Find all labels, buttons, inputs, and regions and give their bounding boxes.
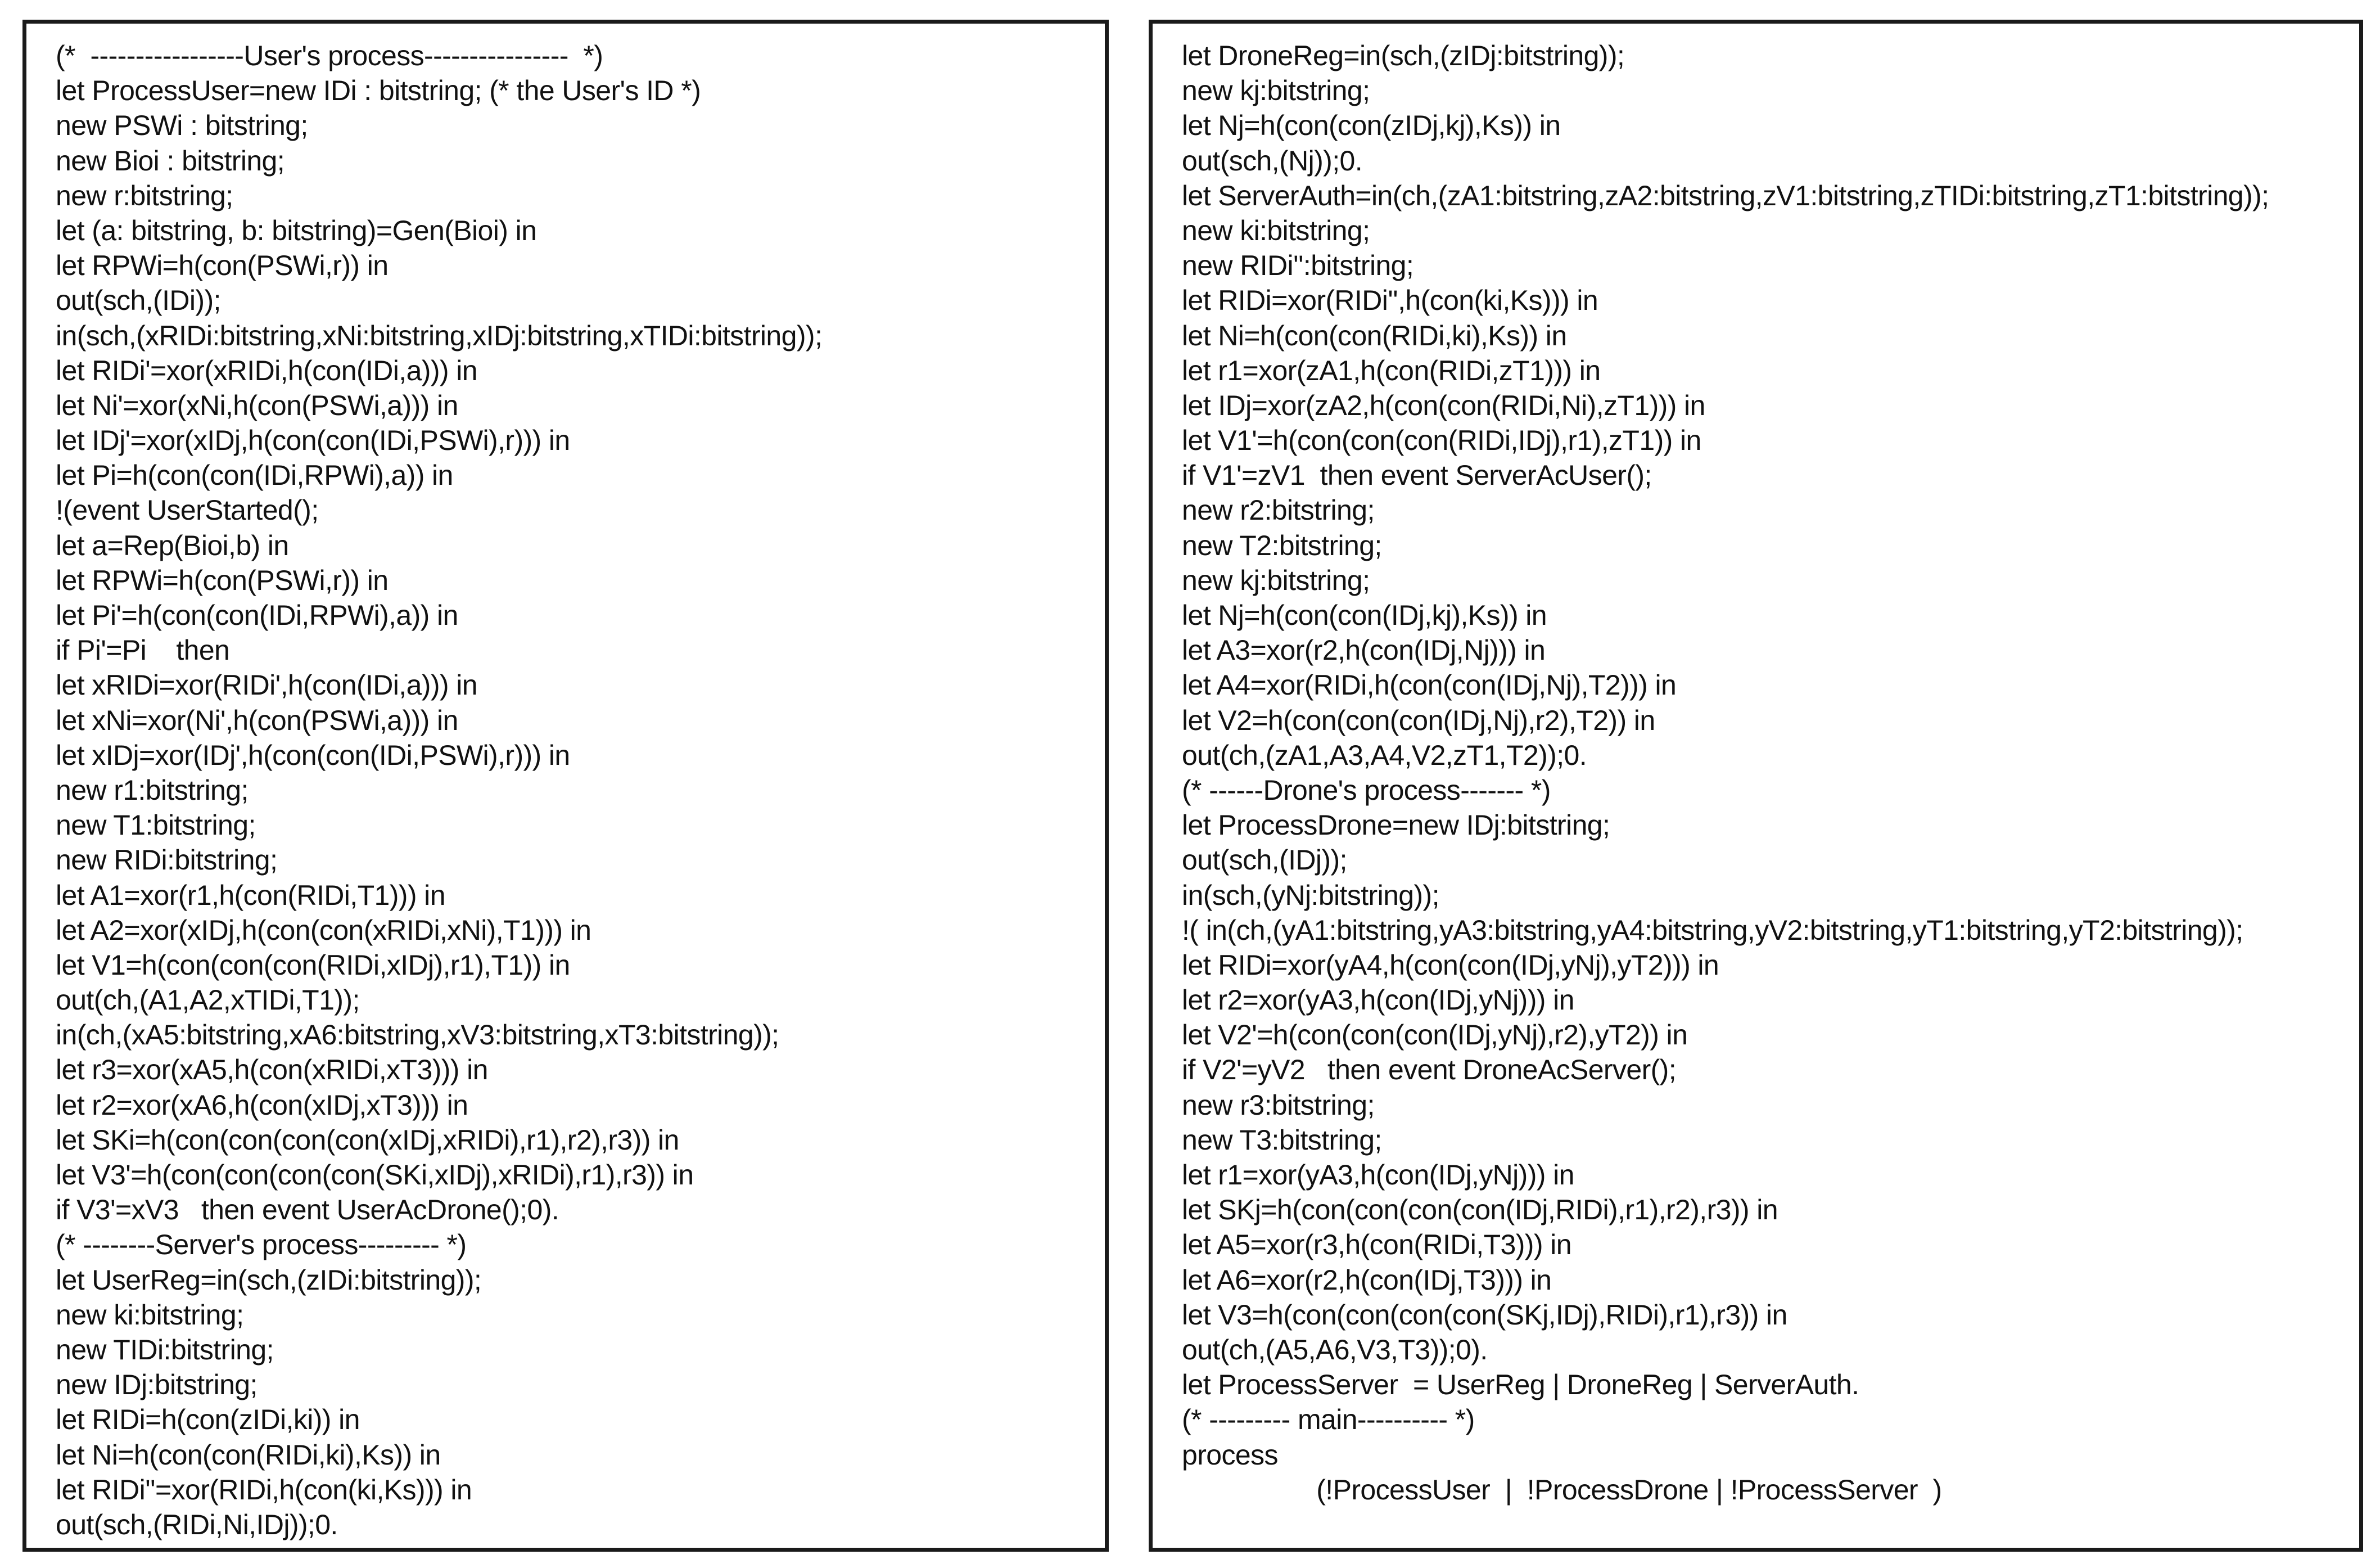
- code-line: out(ch,(A1,A2,xTIDi,T1));: [56, 984, 360, 1016]
- code-line: let V2'=h(con(con(con(IDj,yNj),r2),yT2)) in: [1182, 1019, 1688, 1051]
- code-line: let V2=h(con(con(con(IDj,Nj),r2),T2)) in: [1182, 704, 1655, 736]
- code-line: let UserReg=in(sch,(zIDi:bitstring));: [56, 1264, 482, 1296]
- code-line: let A6=xor(r2,h(con(IDj,T3))) in: [1182, 1264, 1552, 1296]
- code-line: let DroneReg=in(sch,(zIDj:bitstring));: [1182, 40, 1625, 71]
- code-line: let r2=xor(xA6,h(con(xIDj,xT3))) in: [56, 1089, 468, 1121]
- code-line: let RPWi=h(con(PSWi,r)) in: [56, 250, 389, 282]
- code-line: new T3:bitstring;: [1182, 1124, 1382, 1156]
- code-line: let A2=xor(xIDj,h(con(con(xRIDi,xNi),T1))) in: [56, 914, 591, 946]
- code-line: let r3=xor(xA5,h(con(xRIDi,xT3))) in: [56, 1054, 488, 1086]
- code-line: new PSWi : bitstring;: [56, 110, 308, 142]
- code-line: new kj:bitstring;: [1182, 564, 1370, 596]
- code-line: let V1'=h(con(con(con(RIDi,IDj),r1),zT1)) in: [1182, 425, 1701, 457]
- code-line: let Ni'=xor(xNi,h(con(PSWi,a))) in: [56, 389, 458, 421]
- code-line: new kj:bitstring;: [1182, 75, 1370, 107]
- code-line: if V2'=yV2 then event DroneAcServer();: [1182, 1054, 1677, 1086]
- code-line: let ServerAuth=in(ch,(zA1:bitstring,zA2:bitstring,zV1:bitstring,zTIDi:bitstring,zT1:bitstring));: [1182, 179, 2269, 211]
- code-line: new Bioi : bitstring;: [56, 145, 285, 177]
- code-line: out(ch,(A5,A6,V3,T3));0).: [1182, 1333, 1488, 1366]
- code-line: let xIDj=xor(IDj',h(con(con(IDi,PSWi),r))) in: [56, 739, 570, 771]
- code-line: in(ch,(xA5:bitstring,xA6:bitstring,xV3:bitstring,xT3:bitstring));: [56, 1019, 779, 1051]
- code-line: if V1'=zV1 then event ServerAcUser();: [1182, 459, 1652, 492]
- code-line: !(event UserStarted();: [56, 494, 319, 526]
- code-line: new r2:bitstring;: [1182, 494, 1375, 526]
- code-line: let SKj=h(con(con(con(con(IDj,RIDi),r1),r2),r3)) in: [1182, 1194, 1778, 1226]
- code-line: out(sch,(IDi));: [56, 285, 221, 317]
- code-line: process: [1182, 1439, 1278, 1471]
- code-line: let Ni=h(con(con(RIDi,ki),Ks)) in: [56, 1439, 441, 1471]
- code-line: let ProcessServer = UserReg | DroneReg | ServerAuth.: [1182, 1369, 1859, 1401]
- code-line: let a=Rep(Bioi,b) in: [56, 529, 289, 561]
- code-line: new r3:bitstring;: [1182, 1089, 1375, 1121]
- code-line: let RIDi'=xor(xRIDi,h(con(IDi,a))) in: [56, 354, 477, 386]
- code-line: !( in(ch,(yA1:bitstring,yA3:bitstring,yA4:bitstring,yV2:bitstring,yT1:bitstring,yT2:bitstring));: [1182, 914, 2243, 946]
- code-line: if V3'=xV3 then event UserAcDrone();0).: [56, 1194, 559, 1226]
- code-line: let Ni=h(con(con(RIDi,ki),Ks)) in: [1182, 319, 1567, 352]
- code-line: let Pi=h(con(con(IDi,RPWi),a)) in: [56, 459, 453, 492]
- code-line: let r1=xor(yA3,h(con(IDj,yNj))) in: [1182, 1159, 1574, 1191]
- code-line: out(sch,(Nj));0.: [1182, 145, 1363, 177]
- code-line: let V3=h(con(con(con(con(SKj,IDj),RIDi),r1),r3)) in: [1182, 1299, 1787, 1331]
- code-line: let RIDi=h(con(zIDi,ki)) in: [56, 1404, 360, 1436]
- code-line: let A1=xor(r1,h(con(RIDi,T1))) in: [56, 879, 445, 911]
- code-line: out(sch,(IDj));: [1182, 844, 1347, 876]
- code-line: let r2=xor(yA3,h(con(IDj,yNj))) in: [1182, 984, 1574, 1016]
- user-and-server-process-code-panel: [22, 20, 1109, 1552]
- code-line: let Pi'=h(con(con(IDi,RPWi),a)) in: [56, 600, 458, 631]
- code-line: (* ------Drone's process------- *): [1182, 774, 1551, 806]
- drone-and-main-process-code-panel: [1149, 20, 2363, 1552]
- code-line: new ki:bitstring;: [1182, 214, 1370, 246]
- code-line: out(sch,(RIDi,Ni,IDj));0.: [56, 1508, 338, 1540]
- code-line: let RIDi=xor(yA4,h(con(con(IDj,yNj),yT2))) in: [1182, 949, 1719, 981]
- code-line: let A5=xor(r3,h(con(RIDi,T3))) in: [1182, 1229, 1571, 1261]
- code-line: let RIDi''=xor(RIDi,h(con(ki,Ks))) in: [56, 1474, 472, 1506]
- code-line: let A3=xor(r2,h(con(IDj,Nj))) in: [1182, 634, 1546, 666]
- code-line: out(ch,(zA1,A3,A4,V2,zT1,T2));0.: [1182, 739, 1587, 771]
- code-line: (!ProcessUser | !ProcessDrone | !ProcessServer ): [1182, 1474, 1942, 1506]
- code-line: let xNi=xor(Ni',h(con(PSWi,a))) in: [56, 704, 458, 736]
- code-line: in(sch,(xRIDi:bitstring,xNi:bitstring,xIDj:bitstring,xTIDi:bitstring));: [56, 319, 823, 352]
- code-line: let RIDi=xor(RIDi'',h(con(ki,Ks))) in: [1182, 285, 1598, 317]
- code-line: new r:bitstring;: [56, 179, 233, 211]
- code-line: (* -----------------User's process---------------- *): [56, 40, 603, 71]
- code-line: (* --------Server's process--------- *): [56, 1229, 467, 1261]
- code-line: let V1=h(con(con(con(RIDi,xIDj),r1),T1)) in: [56, 949, 570, 981]
- code-line: new IDj:bitstring;: [56, 1369, 258, 1401]
- code-line: new RIDi:bitstring;: [56, 844, 278, 876]
- code-line: new ki:bitstring;: [56, 1299, 244, 1331]
- code-line: let ProcessDrone=new IDj:bitstring;: [1182, 809, 1610, 841]
- code-line: let IDj'=xor(xIDj,h(con(con(IDi,PSWi),r))) in: [56, 425, 570, 457]
- code-line: let SKi=h(con(con(con(con(xIDj,xRIDi),r1),r2),r3)) in: [56, 1124, 679, 1156]
- code-line: (* --------- main---------- *): [1182, 1404, 1475, 1436]
- code-line: let ProcessUser=new IDi : bitstring; (* the User's ID *): [56, 75, 701, 107]
- code-line: let V3'=h(con(con(con(con(SKi,xIDj),xRIDi),r1),r3)) in: [56, 1159, 694, 1191]
- code-line: new T2:bitstring;: [1182, 529, 1382, 561]
- code-line: let A4=xor(RIDi,h(con(con(IDj,Nj),T2))) in: [1182, 669, 1677, 701]
- code-line: let Nj=h(con(con(IDj,kj),Ks)) in: [1182, 600, 1547, 631]
- code-line: let RPWi=h(con(PSWi,r)) in: [56, 564, 389, 596]
- code-line: let xRIDi=xor(RIDi',h(con(IDi,a))) in: [56, 669, 477, 701]
- code-line: new TIDi:bitstring;: [56, 1333, 274, 1366]
- code-line: let IDj=xor(zA2,h(con(con(RIDi,Ni),zT1))) in: [1182, 389, 1705, 421]
- code-line: let r1=xor(zA1,h(con(RIDi,zT1))) in: [1182, 354, 1601, 386]
- code-line: let Nj=h(con(con(zIDj,kj),Ks)) in: [1182, 110, 1561, 142]
- code-line: let (a: bitstring, b: bitstring)=Gen(Bioi) in: [56, 214, 537, 246]
- code-line: new RIDi'':bitstring;: [1182, 250, 1414, 282]
- code-line: in(sch,(yNj:bitstring));: [1182, 879, 1439, 911]
- code-line: new r1:bitstring;: [56, 774, 249, 806]
- code-line: new T1:bitstring;: [56, 809, 256, 841]
- code-line: if Pi'=Pi then: [56, 634, 230, 666]
